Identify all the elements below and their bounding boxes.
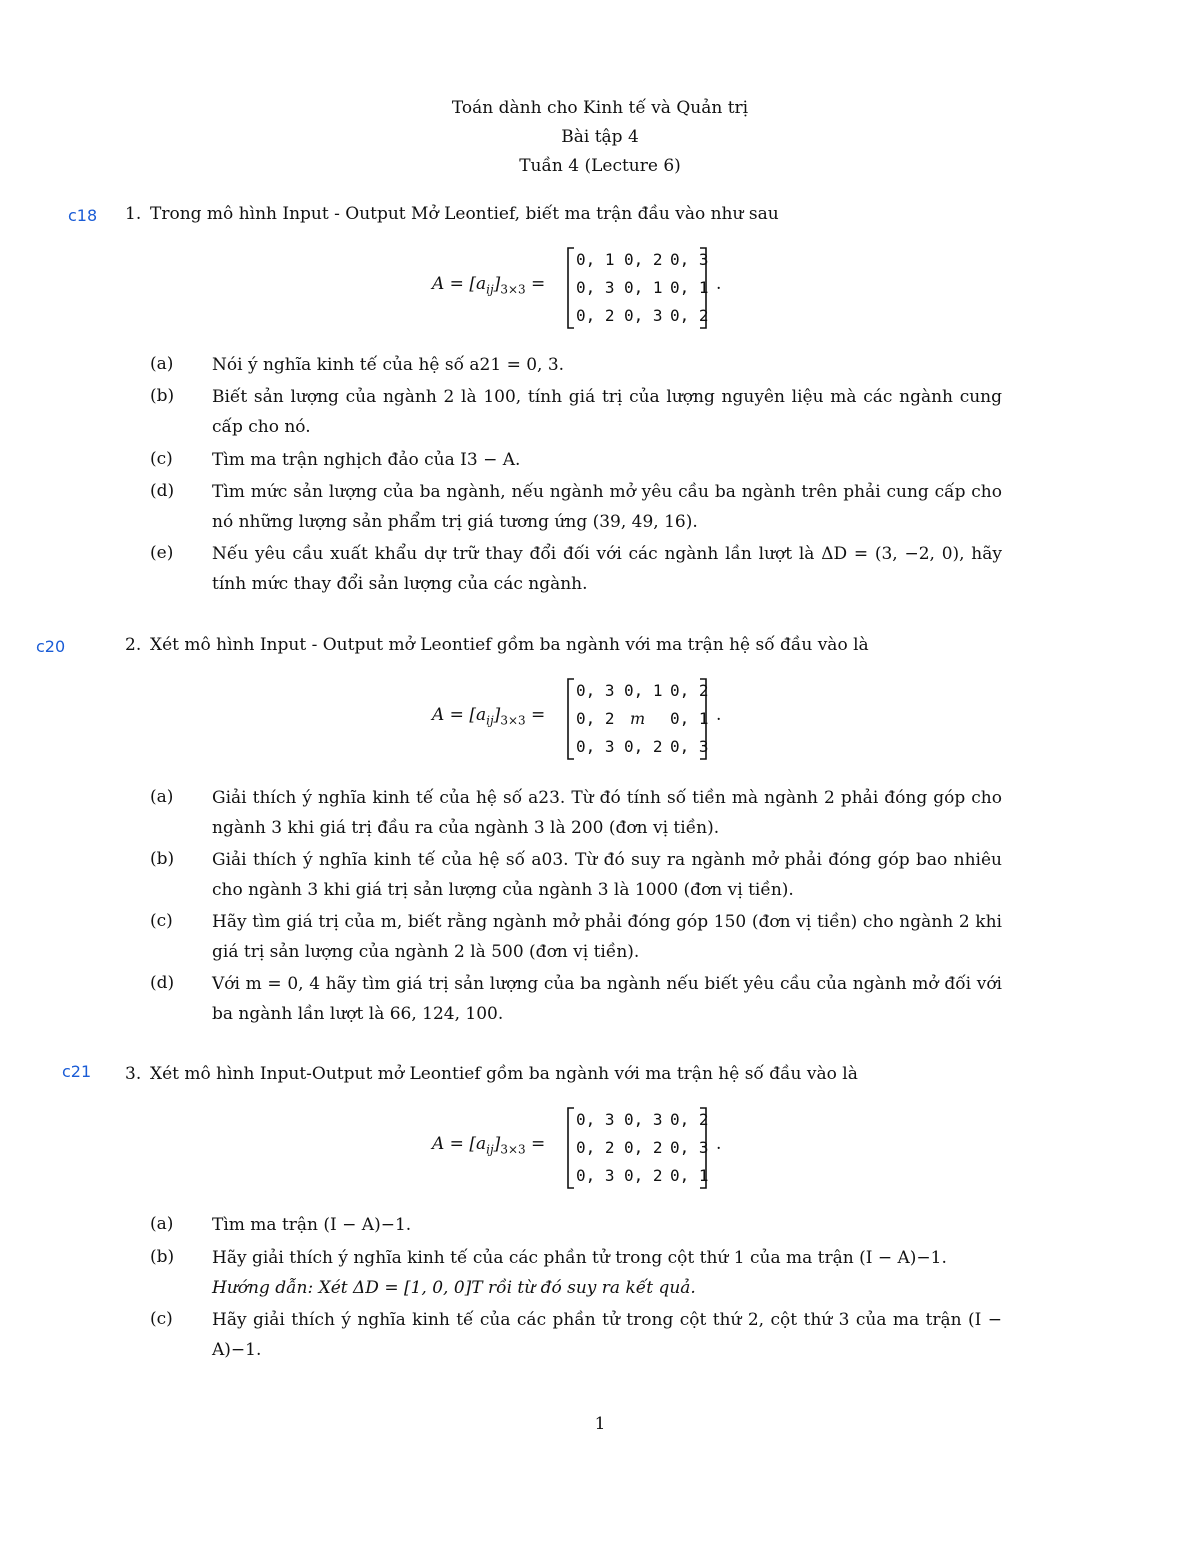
matrix-cell: 0, 2 xyxy=(576,709,615,728)
assignment-title: Bài tập 4 xyxy=(561,127,639,147)
problem-3-matrix xyxy=(566,1106,708,1188)
matrix-cell: 0, 2 xyxy=(670,681,709,700)
week-subtitle: Tuần 4 (Lecture 6) xyxy=(519,156,681,176)
part-text: Giải thích ý nghĩa kinh tế của hệ số a23. Từ đó tính số tiền mà ngành 2 phải đóng góp cho ngành 3 khi giá trị đầu ra của ngành 3 là 200 (đơn vị tiền). xyxy=(212,788,1002,838)
problem-3-matrix-equation xyxy=(0,1106,1200,1196)
part-text: Với m = 0, 4 hãy tìm giá trị sản lượng của ba ngành nếu biết yêu cầu của ngành mở đối với ba ngành lần lượt là 66, 124, 100. xyxy=(212,974,1002,1024)
problem-2-matrix-equation xyxy=(0,677,1200,767)
matrix-cell-m: m xyxy=(630,709,646,728)
course-title: Toán dành cho Kinh tế và Quản trị xyxy=(451,98,749,118)
part-label: (d) xyxy=(150,481,175,501)
matrix-cell: 0, 1 xyxy=(624,278,663,297)
problem-1-stem: Trong mô hình Input - Output Mở Leontief, biết ma trận đầu vào như sau xyxy=(150,204,779,224)
part-label: (b) xyxy=(150,1247,175,1267)
part-label: (e) xyxy=(150,543,174,563)
matrix-cell: 0, 3 xyxy=(624,1110,663,1129)
matrix-cell: 0, 2 xyxy=(624,737,663,756)
part-text: Hãy tìm giá trị của m, biết rằng ngành mở phải đóng góp 150 (đơn vị tiền) cho ngành 2 khi giá trị sản lượng của ngành 2 là 500 (đơn vị tiền). xyxy=(212,912,1002,962)
hint-text: Hướng dẫn: Xét ΔD = [1, 0, 0]T rồi từ đó suy ra kết quả. xyxy=(212,1278,696,1298)
period: . xyxy=(716,274,722,294)
matrix-cell: 0, 3 xyxy=(670,737,709,756)
part-label: (b) xyxy=(150,849,175,869)
matrix-cell: 0, 3 xyxy=(576,1110,615,1129)
matrix-cell: 0, 3 xyxy=(576,737,615,756)
matrix-cell: 0, 3 xyxy=(576,1166,615,1185)
document-header xyxy=(0,94,1200,181)
part-text: Tìm mức sản lượng của ba ngành, nếu ngành mở yêu cầu ba ngành trên phải cung cấp cho nó những lượng sản phẩm trị giá tương ứng (39, 49, 16). xyxy=(212,482,1002,532)
matrix-cell: 0, 2 xyxy=(624,250,663,269)
problem-2-number: 2. xyxy=(125,635,142,655)
problem-1-tag: c18 xyxy=(68,206,98,225)
part-label: (c) xyxy=(150,449,173,469)
matrix-cell: 0, 3 xyxy=(670,250,709,269)
matrix-cell: 0, 3 xyxy=(576,681,615,700)
part-text: Tìm ma trận (I − A)−1. xyxy=(212,1215,412,1235)
part-label: (c) xyxy=(150,911,173,931)
matrix-cell: 0, 2 xyxy=(576,1138,615,1157)
matrix-cell: 0, 1 xyxy=(670,278,709,297)
part-label: (d) xyxy=(150,973,175,993)
matrix-cell: 0, 1 xyxy=(576,250,615,269)
matrix-cell: 0, 2 xyxy=(670,306,709,325)
matrix-lhs: $A = [a_{ij}]_{3\times 3}$ = xyxy=(432,1134,546,1157)
matrix-cell: 0, 2 xyxy=(576,306,615,325)
problem-2-tag: c20 xyxy=(36,637,66,656)
part-text: Nói ý nghĩa kinh tế của hệ số a21 = 0, 3. xyxy=(212,355,565,375)
problem-1-matrix xyxy=(566,246,708,328)
part-text: Giải thích ý nghĩa kinh tế của hệ số a03. Từ đó suy ra ngành mở phải đóng góp bao nhiêu cho ngành 3 khi giá trị sản lượng của ngành 3 là 1000 (đơn vị tiền). xyxy=(212,850,1002,900)
page-number: 1 xyxy=(594,1414,606,1434)
part-text: Tìm ma trận nghịch đảo của I3 − A. xyxy=(212,450,521,470)
matrix-lhs: $A = [a_{ij}]_{3\times 3}$ = xyxy=(432,274,546,297)
matrix-cell: 0, 1 xyxy=(624,681,663,700)
matrix-cell: 0, 1 xyxy=(670,709,709,728)
part-label: (a) xyxy=(150,354,174,374)
matrix-cell: 0, 3 xyxy=(670,1138,709,1157)
part-label: (a) xyxy=(150,787,174,807)
problem-3-number: 3. xyxy=(125,1064,142,1084)
part-text: Nếu yêu cầu xuất khẩu dự trữ thay đổi đối với các ngành lần lượt là ΔD = (3, −2, 0), hãy tính mức thay đổi sản lượng của các ngành. xyxy=(212,544,1002,594)
problem-3-stem: Xét mô hình Input-Output mở Leontief gồm ba ngành với ma trận hệ số đầu vào là xyxy=(150,1064,858,1084)
problem-3-tag: c21 xyxy=(62,1062,92,1081)
part-text: Hãy giải thích ý nghĩa kinh tế của các phần tử trong cột thứ 2, cột thứ 3 của ma trận (I − A)−1. xyxy=(212,1310,1002,1360)
matrix-cell: 0, 2 xyxy=(670,1110,709,1129)
matrix-cell: 0, 2 xyxy=(624,1138,663,1157)
period: . xyxy=(716,705,722,725)
problem-2-matrix xyxy=(566,677,708,759)
matrix-lhs: $A = [a_{ij}]_{3\times 3}$ = xyxy=(432,705,546,728)
period: . xyxy=(716,1134,722,1154)
matrix-cell: 0, 3 xyxy=(576,278,615,297)
part-label: (a) xyxy=(150,1214,174,1234)
part-text: Biết sản lượng của ngành 2 là 100, tính giá trị của lượng nguyên liệu mà các ngành cung cấp cho nó. xyxy=(212,387,1002,437)
part-text-with-hint xyxy=(212,1243,1002,1303)
matrix-cell: 0, 1 xyxy=(670,1166,709,1185)
part-label: (b) xyxy=(150,386,175,406)
problem-2-stem: Xét mô hình Input - Output mở Leontief gồm ba ngành với ma trận hệ số đầu vào là xyxy=(150,635,869,655)
problem-1-number: 1. xyxy=(125,204,142,224)
problem-1-matrix-equation xyxy=(0,246,1200,336)
part-label: (c) xyxy=(150,1309,173,1329)
matrix-cell: 0, 3 xyxy=(624,306,663,325)
part-text: Hãy giải thích ý nghĩa kinh tế của các phần tử trong cột thứ 1 của ma trận (I − A)−1. xyxy=(212,1248,947,1268)
matrix-cell: 0, 2 xyxy=(624,1166,663,1185)
